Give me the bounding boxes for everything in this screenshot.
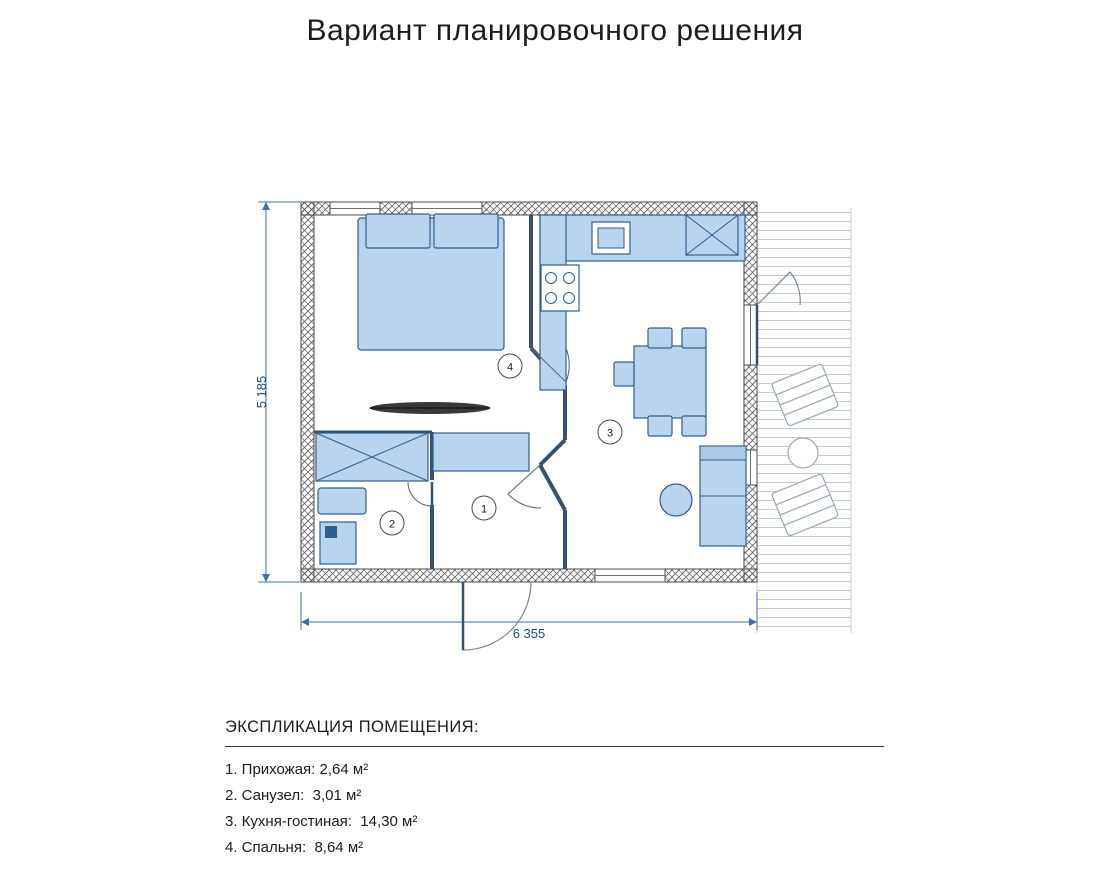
legend-item: 2. Санузел: 3,01 м²: [225, 787, 362, 804]
room-marker-1: [472, 496, 496, 520]
floor-plan-diagram: [0, 150, 1110, 660]
room-marker-4: [498, 354, 522, 378]
legend-divider: [225, 746, 884, 747]
legend-item: 3. Кухня-гостиная: 14,30 м²: [225, 813, 418, 830]
dimension-width-label: 6 355: [512, 626, 546, 641]
room-marker-2-label: 2: [388, 518, 396, 531]
legend-item: 1. Прихожая: 2,64 м²: [225, 761, 369, 778]
dining-set: [614, 328, 706, 436]
dimension-height-label: 5 185: [254, 375, 269, 409]
room-marker-3: [598, 420, 622, 444]
legend-item: 4. Спальня: 8,64 м²: [225, 839, 364, 856]
bathroom-fixtures: [318, 488, 366, 564]
page-title: Вариант планировочного решения: [306, 14, 804, 47]
legend: [225, 718, 885, 865]
wardrobe-units: [316, 433, 529, 481]
bedroom-furniture: [358, 214, 504, 414]
living-room-furniture: [660, 446, 746, 546]
room-marker-1-label: 1: [480, 503, 488, 516]
room-marker-2: [380, 511, 404, 535]
room-marker-3-label: 3: [606, 427, 614, 440]
legend-title: ЭКСПЛИКАЦИЯ ПОМЕЩЕНИЯ:: [225, 718, 479, 736]
room-marker-4-label: 4: [506, 361, 514, 374]
